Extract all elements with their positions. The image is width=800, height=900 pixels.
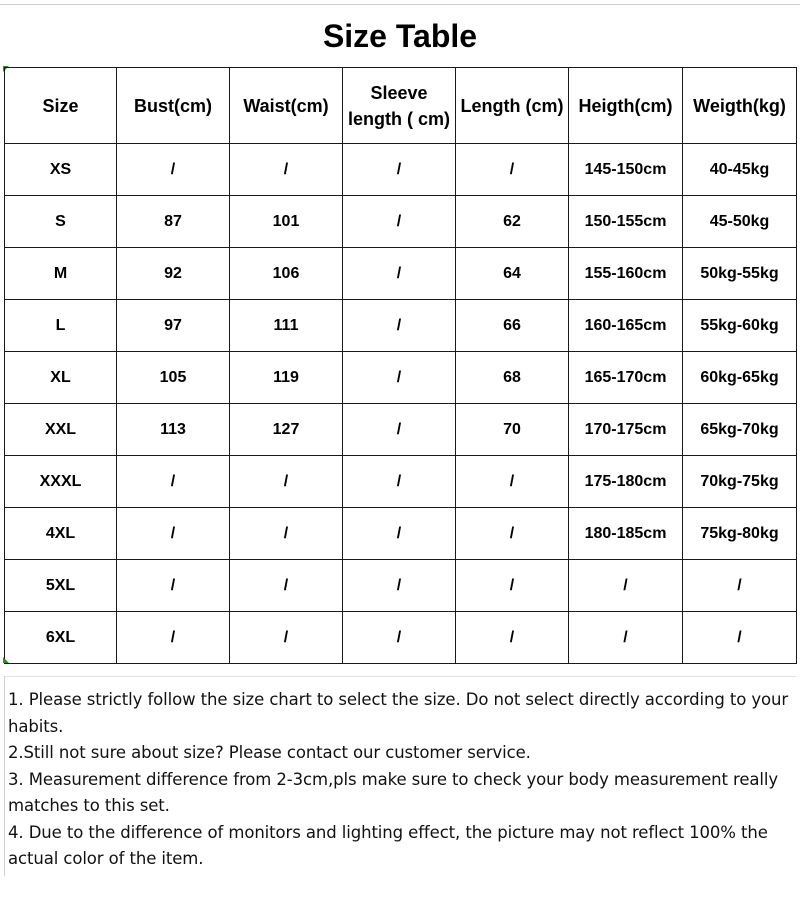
cell-height: 175-180cm bbox=[569, 456, 683, 508]
table-header-row bbox=[5, 68, 797, 144]
cell-sleeve-length: / bbox=[343, 560, 456, 612]
cell-bust: 87 bbox=[117, 196, 230, 248]
header-height: Heigth(cm) bbox=[569, 68, 683, 144]
cell-weight: 45-50kg bbox=[683, 196, 797, 248]
cell-bust: / bbox=[117, 612, 230, 664]
cell-length: 66 bbox=[456, 300, 569, 352]
cell-size: 4XL bbox=[5, 508, 117, 560]
cell-bust: / bbox=[117, 456, 230, 508]
cell-size: XXXL bbox=[5, 456, 117, 508]
cell-height: 155-160cm bbox=[569, 248, 683, 300]
header-sleeve-length: Sleeve length ( cm) bbox=[343, 68, 456, 144]
cell-sleeve-length: / bbox=[343, 248, 456, 300]
cell-height: / bbox=[569, 612, 683, 664]
table-row bbox=[5, 404, 797, 456]
corner-marker-bottom bbox=[3, 657, 9, 663]
cell-sleeve-length: / bbox=[343, 456, 456, 508]
cell-bust: 97 bbox=[117, 300, 230, 352]
cell-bust: 105 bbox=[117, 352, 230, 404]
cell-waist: 106 bbox=[230, 248, 343, 300]
cell-sleeve-length: / bbox=[343, 404, 456, 456]
cell-size: 5XL bbox=[5, 560, 117, 612]
size-table bbox=[4, 67, 797, 664]
cell-sleeve-length: / bbox=[343, 612, 456, 664]
table-row bbox=[5, 508, 797, 560]
cell-waist: / bbox=[230, 144, 343, 196]
cell-length: / bbox=[456, 508, 569, 560]
cell-length: 64 bbox=[456, 248, 569, 300]
table-row bbox=[5, 196, 797, 248]
cell-bust: / bbox=[117, 508, 230, 560]
cell-bust: / bbox=[117, 144, 230, 196]
cell-length: / bbox=[456, 144, 569, 196]
cell-size: XL bbox=[5, 352, 117, 404]
cell-waist: / bbox=[230, 560, 343, 612]
cell-weight: 55kg-60kg bbox=[683, 300, 797, 352]
cell-sleeve-length: / bbox=[343, 508, 456, 560]
cell-height: 160-165cm bbox=[569, 300, 683, 352]
cell-sleeve-length: / bbox=[343, 144, 456, 196]
header-waist: Waist(cm) bbox=[230, 68, 343, 144]
cell-bust: / bbox=[117, 560, 230, 612]
cell-waist: / bbox=[230, 508, 343, 560]
cell-waist: 119 bbox=[230, 352, 343, 404]
cell-sleeve-length: / bbox=[343, 352, 456, 404]
cell-length: / bbox=[456, 612, 569, 664]
cell-height: 180-185cm bbox=[569, 508, 683, 560]
cell-size: M bbox=[5, 248, 117, 300]
cell-waist: 101 bbox=[230, 196, 343, 248]
cell-bust: 92 bbox=[117, 248, 230, 300]
cell-height: 170-175cm bbox=[569, 404, 683, 456]
table-body bbox=[5, 144, 797, 664]
cell-weight: 70kg-75kg bbox=[683, 456, 797, 508]
cell-length: / bbox=[456, 456, 569, 508]
cell-length: 62 bbox=[456, 196, 569, 248]
cell-size: S bbox=[5, 196, 117, 248]
table-row bbox=[5, 560, 797, 612]
header-length: Length (cm) bbox=[456, 68, 569, 144]
cell-weight: 60kg-65kg bbox=[683, 352, 797, 404]
cell-weight: / bbox=[683, 560, 797, 612]
top-divider bbox=[0, 4, 800, 5]
table-row bbox=[5, 248, 797, 300]
cell-size: 6XL bbox=[5, 612, 117, 664]
cell-size: XS bbox=[5, 144, 117, 196]
cell-sleeve-length: / bbox=[343, 300, 456, 352]
note-4: 4. Due to the difference of monitors and lighting effect, the picture may not reflect 100% the actual color of the item. bbox=[8, 822, 768, 868]
cell-bust: 113 bbox=[117, 404, 230, 456]
cell-height: 150-155cm bbox=[569, 196, 683, 248]
cell-waist: / bbox=[230, 456, 343, 508]
cell-length: 70 bbox=[456, 404, 569, 456]
table-row bbox=[5, 612, 797, 664]
cell-height: / bbox=[569, 560, 683, 612]
cell-height: 165-170cm bbox=[569, 352, 683, 404]
cell-size: XXL bbox=[5, 404, 117, 456]
table-row bbox=[5, 352, 797, 404]
header-size: Size bbox=[5, 68, 117, 144]
table-row bbox=[5, 144, 797, 196]
cell-length: 68 bbox=[456, 352, 569, 404]
cell-waist: / bbox=[230, 612, 343, 664]
note-1: 1. Please strictly follow the size chart to select the size. Do not select directly according to your habits. bbox=[8, 690, 789, 736]
cell-weight: / bbox=[683, 612, 797, 664]
header-weight: Weigth(kg) bbox=[683, 68, 797, 144]
table-row bbox=[5, 300, 797, 352]
cell-sleeve-length: / bbox=[343, 196, 456, 248]
cell-weight: 65kg-70kg bbox=[683, 404, 797, 456]
cell-height: 145-150cm bbox=[569, 144, 683, 196]
page-title: Size Table bbox=[322, 18, 478, 54]
header-bust: Bust(cm) bbox=[117, 68, 230, 144]
cell-waist: 111 bbox=[230, 300, 343, 352]
table-row bbox=[5, 456, 797, 508]
note-2: 2.Still not sure about size? Please contact our customer service. bbox=[8, 743, 531, 762]
note-3: 3. Measurement difference from 2-3cm,pls make sure to check your body measurement really matches to this set. bbox=[8, 769, 779, 815]
cell-weight: 75kg-80kg bbox=[683, 508, 797, 560]
cell-weight: 50kg-55kg bbox=[683, 248, 797, 300]
notes-section bbox=[4, 676, 796, 876]
cell-weight: 40-45kg bbox=[683, 144, 797, 196]
cell-size: L bbox=[5, 300, 117, 352]
cell-waist: 127 bbox=[230, 404, 343, 456]
cell-length: / bbox=[456, 560, 569, 612]
